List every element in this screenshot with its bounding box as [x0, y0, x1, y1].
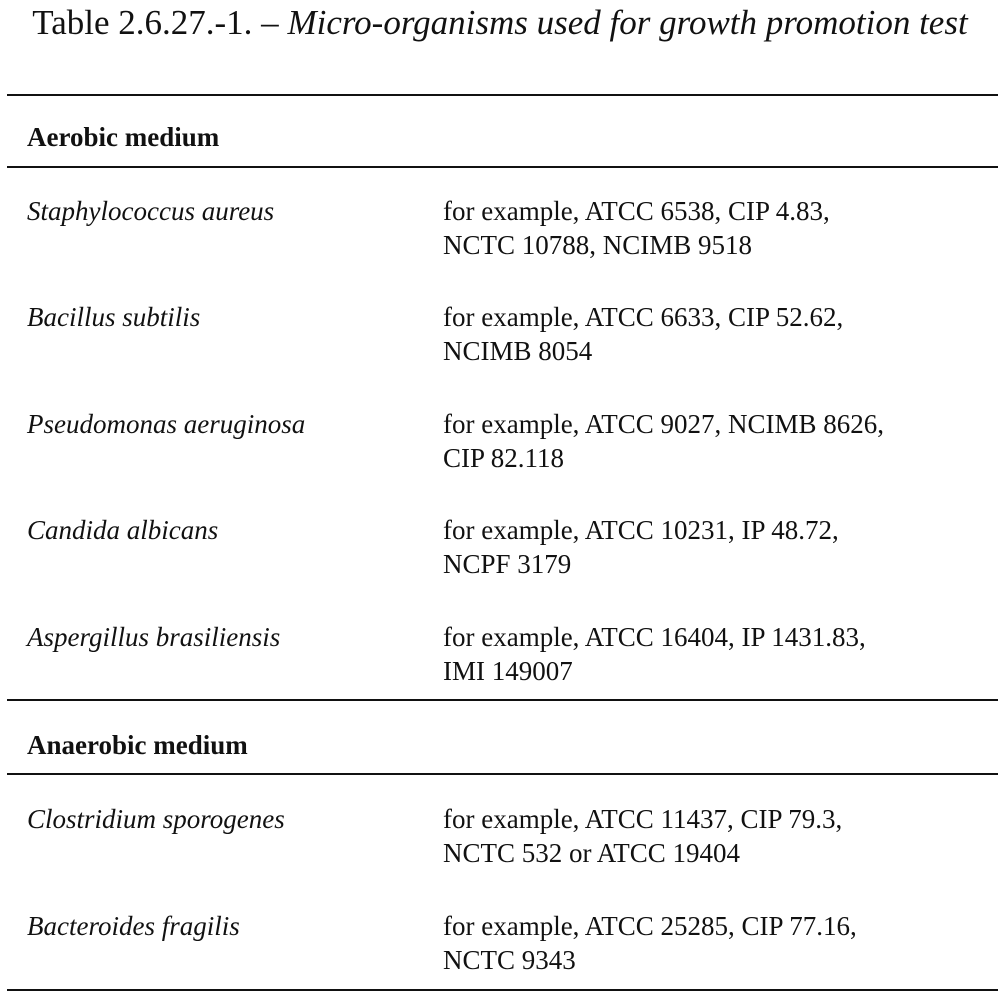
table-caption: [0, 2, 1000, 44]
strain-list: [443, 407, 983, 475]
top-rule: [7, 94, 998, 96]
strain-line: NCTC 9343: [443, 945, 576, 975]
section-divider-rule: [7, 699, 998, 701]
strain-line: IMI 149007: [443, 656, 573, 686]
section-rule-aerobic: [7, 166, 998, 168]
strain-line: for example, ATCC 6633, CIP 52.62,: [443, 302, 844, 332]
strain-list: [443, 513, 983, 581]
section-heading-anaerobic: Anaerobic medium: [27, 730, 248, 760]
strain-line: for example, ATCC 6538, CIP 4.83,: [443, 196, 830, 226]
strain-list: [443, 909, 983, 977]
strain-line: NCTC 10788, NCIMB 9518: [443, 230, 753, 260]
section-heading-aerobic: Aerobic medium: [27, 122, 220, 152]
strain-list: [443, 194, 983, 262]
table-caption-title: Micro-organisms used for growth promotion test: [287, 3, 968, 42]
organism-name: Bacillus subtilis: [27, 302, 201, 332]
table-caption-prefix: Table 2.6.27.-1. –: [32, 3, 288, 42]
strain-line: NCPF 3179: [443, 549, 572, 579]
strain-line: for example, ATCC 10231, IP 48.72,: [443, 515, 839, 545]
strain-line: NCTC 532 or ATCC 19404: [443, 838, 741, 868]
strain-line: CIP 82.118: [443, 443, 565, 473]
organism-name: Aspergillus brasiliensis: [27, 622, 281, 652]
strain-line: for example, ATCC 16404, IP 1431.83,: [443, 622, 866, 652]
strain-line: NCIMB 8054: [443, 336, 593, 366]
organism-name: Pseudomonas aeruginosa: [27, 409, 306, 439]
organism-name: Candida albicans: [27, 515, 219, 545]
strain-list: [443, 300, 983, 368]
organism-name: Bacteroides fragilis: [27, 911, 240, 941]
bottom-rule: [7, 989, 998, 991]
strain-line: for example, ATCC 25285, CIP 77.16,: [443, 911, 857, 941]
section-rule-anaerobic: [7, 773, 998, 775]
organism-name: Staphylococcus aureus: [27, 196, 275, 226]
strain-list: [443, 802, 983, 870]
strain-line: for example, ATCC 9027, NCIMB 8626,: [443, 409, 884, 439]
organism-name: Clostridium sporogenes: [27, 804, 285, 834]
strain-list: [443, 620, 983, 688]
strain-line: for example, ATCC 11437, CIP 79.3,: [443, 804, 843, 834]
